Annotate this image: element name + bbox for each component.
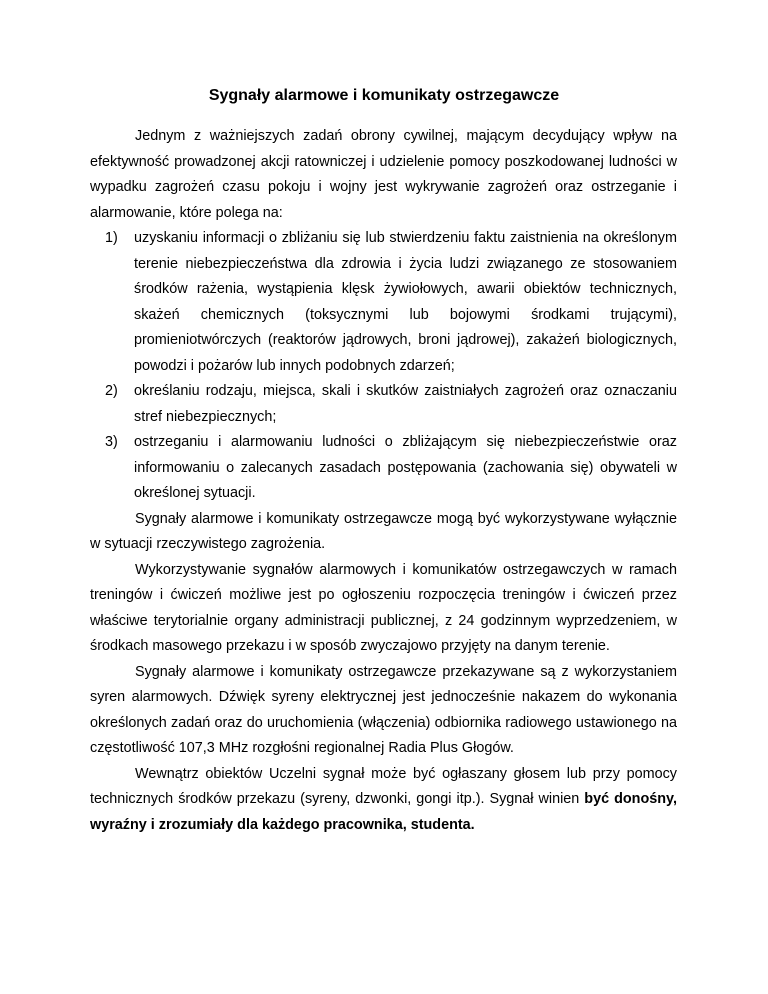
paragraph-sirens: Sygnały alarmowe i komunikaty ostrzegawcze przekazywane są z wykorzystaniem syren alarmowych. Dźwięk syreny elektrycznej jest jednocześnie nakazem do wykonania określonych zadań oraz do uruchomienia (włączenia) odbiornika radiowego ustawionego na częstotliwość 107,3 MHz rozgłośni regionalnej Radia Plus Głogów. — [90, 663, 677, 756]
document-body — [90, 124, 677, 838]
list-item-number: 3 ) — [105, 430, 118, 456]
paragraph-university-signals — [90, 762, 677, 839]
intro-paragraph: Jednym z ważniejszych zadań obrony cywilnej, mającym decydujący wpływ na efektywność prowadzonej akcji ratowniczej i udzielenie pomocy poszkodowanej ludności w wypadku zagrożeń czasu pokoju i wojny jest wykrywanie zagrożeń oraz ostrzeganie i alarmowanie, które polega na: — [90, 128, 677, 221]
numbered-list — [90, 226, 677, 507]
paragraph-exercises: Wykorzystywanie sygnałów alarmowych i komunikatów ostrzegawczych w ramach treningów i ćwiczeń możliwe jest po ogłoszeniu rozpoczęcia treningów i ćwiczeń przez właściwe terytorialnie organy administracji publicznej, z 24 godzinnym wyprzedzeniem, w środkach masowego przekazu i w sposób zwyczajowo przyjęty na danym terenie. — [90, 561, 677, 654]
list-item — [90, 430, 677, 507]
list-item-text: uzyskaniu informacji o zbliżaniu się lub stwierdzeniu faktu zaistnienia na określonym terenie niebezpieczeństwa dla zdrowia i życia ludzi związanego ze stosowaniem środków rażenia, wystąpienia klęsk żywiołowych, awarii obiektów technicznych, skażeń chemicznych (toksycznymi lub bojowymi środkami trującymi), promieniotwórczych (reaktorów jądrowych, broni jądrowej), zakażeń biologicznych, powodzi i pożarów lub innych podobnych zdarzeń; — [134, 230, 677, 374]
list-item-text: ostrzeganiu i alarmowaniu ludności o zbliżającym się niebezpieczeństwie oraz informowaniu o zalecanych zasadach postępowania (zachowania się) obywateli w określonej sytuacji. — [134, 434, 677, 501]
list-item-text: określaniu rodzaju, miejsca, skali i skutków zaistniałych zagrożeń oraz oznaczaniu stref niebezpiecznych; — [134, 383, 677, 425]
paragraph-university-bold-text: być donośny, wyraźny i zrozumiały dla każdego pracownika, studenta. — [90, 791, 677, 833]
list-item — [90, 226, 677, 379]
list-item-number: 1 ) — [105, 226, 118, 252]
page-title: Sygnały alarmowe i komunikaty ostrzegawcze — [208, 87, 560, 104]
list-item — [90, 379, 677, 430]
paragraph-university-text: Wewnątrz obiektów Uczelni sygnał może być ogłaszany głosem lub przy pomocy technicznych środków przekazu (syreny, dzwonki, gongi itp.). Sygnał winien — [90, 765, 677, 807]
paragraph-restriction: Sygnały alarmowe i komunikaty ostrzegawcze mogą być wykorzystywane wyłącznie w sytuacji rzeczywistego zagrożenia. — [90, 510, 677, 552]
list-item-number: 2 ) — [105, 379, 118, 405]
